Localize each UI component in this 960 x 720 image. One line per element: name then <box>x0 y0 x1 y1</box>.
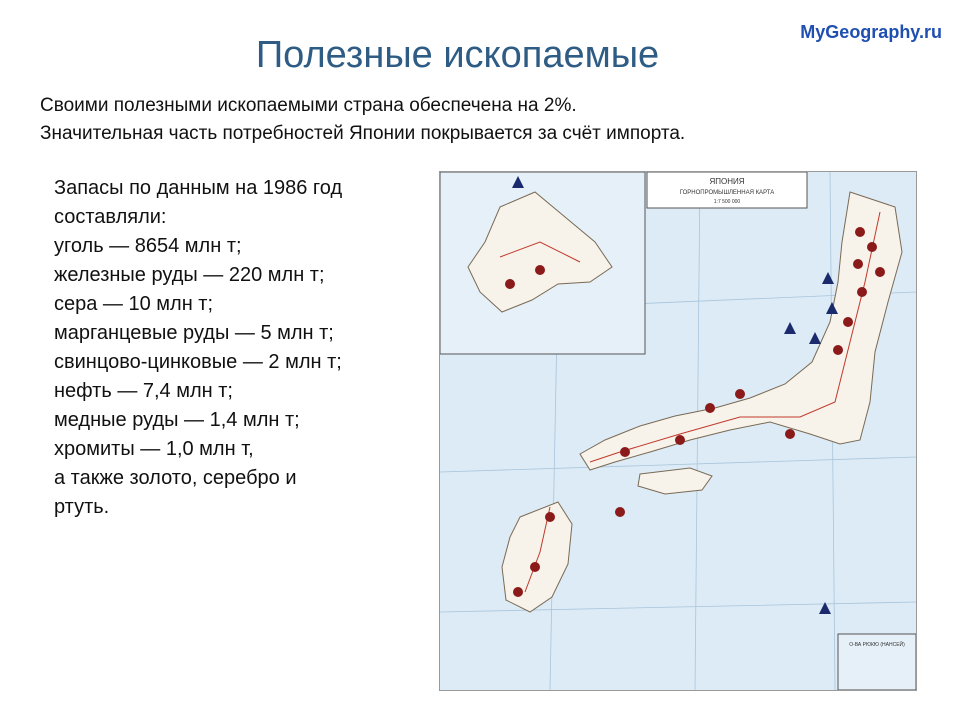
intro-text <box>40 92 685 148</box>
reserves-line: а также золото, серебро и <box>54 467 297 489</box>
reserves-line: марганцевые руды — 5 млн т; <box>54 322 334 344</box>
intro-line: Значительная часть потребностей Японии покрывается за счёт импорта. <box>40 123 686 144</box>
reserves-line: медные руды — 1,4 млн т; <box>54 409 300 431</box>
reserves-line: уголь — 8654 млн т; <box>54 235 242 257</box>
reserves-line: железные руды — 220 млн т; <box>54 264 325 286</box>
reserves-line: Запасы по данным на 1986 год <box>54 177 343 199</box>
reserves-list <box>54 174 342 522</box>
site-logo[interactable]: MyGeography.ru <box>800 22 942 42</box>
map-title: ЯПОНИЯ <box>709 177 745 186</box>
page-title: Полезные ископаемые <box>255 34 660 76</box>
ryukyu-label: О-ВА РЮКЮ (НАНСЕЙ) <box>849 642 905 648</box>
reserves-line: хромиты — 1,0 млн т, <box>54 438 254 460</box>
reserves-line: нефть — 7,4 млн т; <box>54 380 233 402</box>
reserves-line: свинцово-цинковые — 2 млн т; <box>54 351 342 373</box>
intro-line: Своими полезными ископаемыми страна обеспечена на 2%. <box>40 95 577 116</box>
japan-mining-map <box>439 171 917 691</box>
map-subtitle: ГОРНОПРОМЫШЛЕННАЯ КАРТА <box>679 190 775 196</box>
reserves-line: составляли: <box>54 206 167 228</box>
reserves-line: ртуть. <box>54 496 110 518</box>
map-svg <box>440 172 916 690</box>
map-scale: 1:7 500 000 <box>713 199 741 205</box>
reserves-line: сера — 10 млн т; <box>54 293 214 315</box>
